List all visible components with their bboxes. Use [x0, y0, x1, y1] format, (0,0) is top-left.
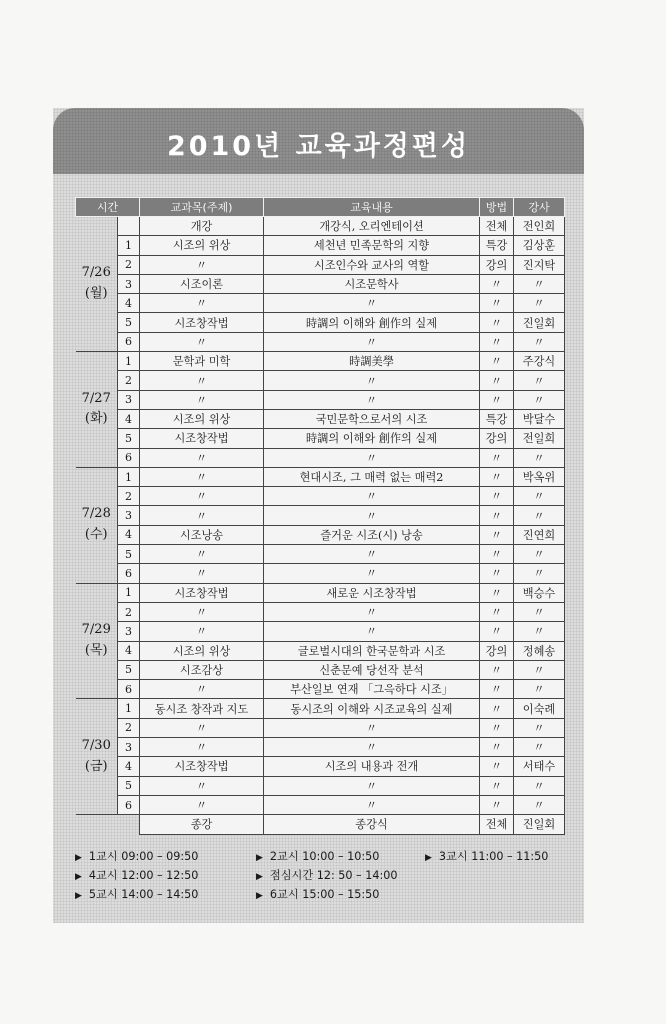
period-time-label: 4교시 12:00 – 12:50 [88, 869, 199, 882]
instructor-cell: 〃 [514, 718, 565, 737]
schedule-row [76, 332, 565, 351]
day-label [76, 699, 118, 815]
instructor-cell: 〃 [514, 506, 565, 525]
content-cell: 부산일보 연재 「그윽하다 시조」 [264, 680, 480, 699]
period-number: 4 [118, 641, 140, 660]
content-cell: 〃 [264, 795, 480, 814]
content-cell: 時調의 이해와 創作의 실제 [264, 429, 480, 448]
period-number: 6 [118, 332, 140, 351]
instructor-cell: 〃 [514, 660, 565, 679]
period-time-label: 2교시 10:00 – 10:50 [269, 850, 380, 863]
title-bar [53, 108, 584, 174]
content-cell: 현대시조, 그 매력 없는 매력2 [264, 467, 480, 486]
content-cell: 〃 [264, 487, 480, 506]
schedule-row [76, 313, 565, 332]
schedule-row [76, 429, 565, 448]
content-cell: 〃 [264, 738, 480, 757]
period-time-row [75, 867, 575, 886]
period-time-item [256, 886, 379, 902]
day-weekday: (수) [84, 527, 108, 543]
page-title: 2010년 교육과정편성 [166, 131, 471, 162]
method-cell: 강의 [480, 255, 514, 274]
header-method: 방법 [480, 198, 514, 217]
subject-cell: 개강 [140, 217, 264, 236]
method-cell: 〃 [480, 718, 514, 737]
period-time-item [425, 848, 548, 864]
content-cell: 〃 [264, 718, 480, 737]
period-number: 3 [118, 390, 140, 409]
day-label [76, 583, 118, 699]
closing-blank [76, 815, 140, 834]
content-cell: 개강식, 오리엔테이션 [264, 217, 480, 236]
period-number: 5 [118, 429, 140, 448]
instructor-cell: 〃 [514, 680, 565, 699]
method-cell: 특강 [480, 409, 514, 428]
method-cell: 전체 [480, 217, 514, 236]
method-cell: 〃 [480, 525, 514, 544]
period-time-item [75, 848, 198, 864]
content-cell: 세천년 민족문학의 지향 [264, 236, 480, 255]
period-number: 6 [118, 795, 140, 814]
subject-cell: 〃 [140, 390, 264, 409]
content-cell: 〃 [264, 448, 480, 467]
period-number: 4 [118, 525, 140, 544]
day-date: 7/27 [81, 390, 111, 406]
schedule-row [76, 680, 565, 699]
period-number: 4 [118, 409, 140, 428]
day-weekday: (금) [84, 758, 108, 774]
closing-content: 종강식 [264, 815, 480, 834]
period-number: 3 [118, 738, 140, 757]
content-cell: 時調의 이해와 創作의 실제 [264, 313, 480, 332]
day-label [76, 467, 118, 583]
schedule-row [76, 409, 565, 428]
instructor-cell: 〃 [514, 274, 565, 293]
instructor-cell: 〃 [514, 448, 565, 467]
day-date: 7/30 [81, 738, 111, 754]
schedule-row [76, 776, 565, 795]
schedule-row [76, 660, 565, 679]
method-cell: 〃 [480, 545, 514, 564]
header-content: 교육내용 [264, 198, 480, 217]
schedule-row [76, 545, 565, 564]
schedule-row [76, 641, 565, 660]
period-times [75, 848, 575, 905]
instructor-cell: 〃 [514, 622, 565, 641]
schedule-row [76, 525, 565, 544]
instructor-cell: 〃 [514, 776, 565, 795]
schedule-row [76, 583, 565, 602]
subject-cell: 시조의 위상 [140, 236, 264, 255]
period-number: 5 [118, 313, 140, 332]
period-number: 1 [118, 236, 140, 255]
instructor-cell: 진일회 [514, 313, 565, 332]
subject-cell: 시조창작법 [140, 757, 264, 776]
content-cell: 동시조의 이해와 시조교육의 실제 [264, 699, 480, 718]
content-cell: 〃 [264, 602, 480, 621]
content-cell: 〃 [264, 622, 480, 641]
content-cell: 時調美學 [264, 352, 480, 371]
method-cell: 〃 [480, 390, 514, 409]
day-weekday: (월) [84, 286, 108, 302]
period-time-label: 1교시 09:00 – 09:50 [88, 850, 199, 863]
instructor-cell: 진지탁 [514, 255, 565, 274]
content-cell: 〃 [264, 776, 480, 795]
instructor-cell: 정혜송 [514, 641, 565, 660]
period-number: 5 [118, 545, 140, 564]
schedule-row [76, 352, 565, 371]
period-number: 1 [118, 699, 140, 718]
period-time-row [75, 886, 575, 905]
method-cell: 〃 [480, 564, 514, 583]
period-number: 5 [118, 776, 140, 795]
schedule-row [76, 487, 565, 506]
period-number: 1 [118, 467, 140, 486]
instructor-cell: 〃 [514, 738, 565, 757]
schedule-row [76, 467, 565, 486]
header-subject: 교과목(주제) [140, 198, 264, 217]
method-cell: 강의 [480, 429, 514, 448]
method-cell: 강의 [480, 641, 514, 660]
method-cell: 〃 [480, 583, 514, 602]
method-cell: 〃 [480, 313, 514, 332]
content-cell: 즐거운 시조(시) 낭송 [264, 525, 480, 544]
period-time-label: 5교시 14:00 – 14:50 [88, 888, 199, 901]
subject-cell: 〃 [140, 467, 264, 486]
closing-row [76, 815, 565, 834]
subject-cell: 〃 [140, 506, 264, 525]
content-cell: 새로운 시조창작법 [264, 583, 480, 602]
method-cell: 〃 [480, 467, 514, 486]
period-number: 2 [118, 487, 140, 506]
schedule-row [76, 294, 565, 313]
schedule-row [76, 371, 565, 390]
subject-cell: 문학과 미학 [140, 352, 264, 371]
schedule-row [76, 506, 565, 525]
method-cell: 〃 [480, 699, 514, 718]
schedule-row [76, 390, 565, 409]
subject-cell: 〃 [140, 487, 264, 506]
method-cell: 특강 [480, 236, 514, 255]
instructor-cell: 전인희 [514, 217, 565, 236]
subject-cell: 〃 [140, 680, 264, 699]
period-number: 6 [118, 680, 140, 699]
bullet-arrow-icon: ▶ [256, 872, 263, 882]
period-number: 2 [118, 602, 140, 621]
subject-cell: 〃 [140, 795, 264, 814]
instructor-cell: 백승수 [514, 583, 565, 602]
period-time-item [256, 867, 397, 883]
instructor-cell: 〃 [514, 602, 565, 621]
schedule-row [76, 757, 565, 776]
period-number [118, 217, 140, 236]
schedule-body [76, 217, 565, 835]
period-number: 1 [118, 583, 140, 602]
instructor-cell: 주강식 [514, 352, 565, 371]
schedule-row [76, 738, 565, 757]
subject-cell: 시조낭송 [140, 525, 264, 544]
day-date: 7/29 [81, 622, 111, 638]
content-cell: 〃 [264, 294, 480, 313]
method-cell: 〃 [480, 776, 514, 795]
method-cell: 〃 [480, 795, 514, 814]
schedule-row [76, 448, 565, 467]
instructor-cell: 〃 [514, 371, 565, 390]
instructor-cell: 〃 [514, 294, 565, 313]
closing-subject: 종강 [140, 815, 264, 834]
content-cell: 신춘문예 당선작 분석 [264, 660, 480, 679]
bullet-arrow-icon: ▶ [425, 853, 432, 863]
period-time-label: 3교시 11:00 – 11:50 [438, 850, 549, 863]
instructor-cell: 〃 [514, 332, 565, 351]
instructor-cell: 이숙례 [514, 699, 565, 718]
subject-cell: 〃 [140, 332, 264, 351]
method-cell: 〃 [480, 274, 514, 293]
subject-cell: 〃 [140, 448, 264, 467]
subject-cell: 〃 [140, 545, 264, 564]
bullet-arrow-icon: ▶ [75, 872, 82, 882]
day-date: 7/26 [81, 265, 111, 281]
content-cell: 국민문학으로서의 시조 [264, 409, 480, 428]
subject-cell: 〃 [140, 602, 264, 621]
instructor-cell: 〃 [514, 795, 565, 814]
content-cell: 〃 [264, 564, 480, 583]
method-cell: 〃 [480, 738, 514, 757]
period-time-row [75, 848, 575, 867]
subject-cell: 〃 [140, 371, 264, 390]
subject-cell: 시조감상 [140, 660, 264, 679]
period-number: 2 [118, 371, 140, 390]
schedule-row [76, 622, 565, 641]
bullet-arrow-icon: ▶ [256, 853, 263, 863]
period-number: 1 [118, 352, 140, 371]
method-cell: 〃 [480, 448, 514, 467]
period-number: 5 [118, 660, 140, 679]
method-cell: 〃 [480, 487, 514, 506]
content-cell: 〃 [264, 332, 480, 351]
instructor-cell: 〃 [514, 545, 565, 564]
period-time-label: 6교시 15:00 – 15:50 [269, 888, 380, 901]
period-number: 4 [118, 294, 140, 313]
content-cell: 글로벌시대의 한국문학과 시조 [264, 641, 480, 660]
day-weekday: (화) [84, 411, 108, 427]
method-cell: 〃 [480, 680, 514, 699]
instructor-cell: 〃 [514, 487, 565, 506]
subject-cell: 〃 [140, 776, 264, 795]
instructor-cell: 김상훈 [514, 236, 565, 255]
method-cell: 〃 [480, 332, 514, 351]
subject-cell: 〃 [140, 738, 264, 757]
subject-cell: 〃 [140, 718, 264, 737]
period-number: 3 [118, 274, 140, 293]
bullet-arrow-icon: ▶ [75, 853, 82, 863]
schedule-row [76, 718, 565, 737]
method-cell: 〃 [480, 294, 514, 313]
content-cell: 〃 [264, 545, 480, 564]
subject-cell: 〃 [140, 294, 264, 313]
day-date: 7/28 [81, 506, 111, 522]
content-cell: 〃 [264, 390, 480, 409]
table-header-row [76, 198, 565, 217]
period-number: 4 [118, 757, 140, 776]
subject-cell: 동시조 창작과 지도 [140, 699, 264, 718]
method-cell: 〃 [480, 371, 514, 390]
day-label [76, 217, 118, 352]
content-cell: 〃 [264, 506, 480, 525]
schedule-row [76, 274, 565, 293]
header-time: 시간 [76, 198, 140, 217]
period-number: 3 [118, 622, 140, 641]
instructor-cell: 〃 [514, 390, 565, 409]
bullet-arrow-icon: ▶ [256, 891, 263, 901]
closing-method: 전체 [480, 815, 514, 834]
content-cell: 시조인수와 교사의 역할 [264, 255, 480, 274]
content-cell: 시조의 내용과 전개 [264, 757, 480, 776]
schedule-row [76, 795, 565, 814]
header-instructor: 강사 [514, 198, 565, 217]
period-time-item [256, 848, 379, 864]
period-number: 3 [118, 506, 140, 525]
subject-cell: 시조창작법 [140, 313, 264, 332]
method-cell: 〃 [480, 506, 514, 525]
subject-cell: 시조의 위상 [140, 641, 264, 660]
content-cell: 시조문학사 [264, 274, 480, 293]
period-number: 6 [118, 448, 140, 467]
schedule-row [76, 217, 565, 236]
subject-cell: 시조이론 [140, 274, 264, 293]
period-number: 2 [118, 255, 140, 274]
schedule-table [75, 197, 565, 835]
content-cell: 〃 [264, 371, 480, 390]
period-time-label: 점심시간 12: 50 – 14:00 [269, 869, 398, 882]
instructor-cell: 서태수 [514, 757, 565, 776]
day-weekday: (목) [84, 643, 108, 659]
subject-cell: 〃 [140, 255, 264, 274]
subject-cell: 〃 [140, 622, 264, 641]
instructor-cell: 전일희 [514, 429, 565, 448]
schedule-row [76, 699, 565, 718]
schedule-panel [53, 108, 584, 923]
subject-cell: 〃 [140, 564, 264, 583]
bullet-arrow-icon: ▶ [75, 891, 82, 901]
period-number: 2 [118, 718, 140, 737]
instructor-cell: 〃 [514, 564, 565, 583]
instructor-cell: 박달수 [514, 409, 565, 428]
period-time-item [75, 867, 198, 883]
method-cell: 〃 [480, 352, 514, 371]
instructor-cell: 진연희 [514, 525, 565, 544]
subject-cell: 시조창작법 [140, 583, 264, 602]
schedule-row [76, 255, 565, 274]
day-label [76, 352, 118, 468]
method-cell: 〃 [480, 757, 514, 776]
closing-instructor: 진일회 [514, 815, 565, 834]
subject-cell: 시조창작법 [140, 429, 264, 448]
method-cell: 〃 [480, 660, 514, 679]
period-time-item [75, 886, 198, 902]
schedule-row [76, 602, 565, 621]
method-cell: 〃 [480, 602, 514, 621]
schedule-row [76, 236, 565, 255]
period-number: 6 [118, 564, 140, 583]
schedule-row [76, 564, 565, 583]
method-cell: 〃 [480, 622, 514, 641]
subject-cell: 시조의 위상 [140, 409, 264, 428]
instructor-cell: 박옥위 [514, 467, 565, 486]
